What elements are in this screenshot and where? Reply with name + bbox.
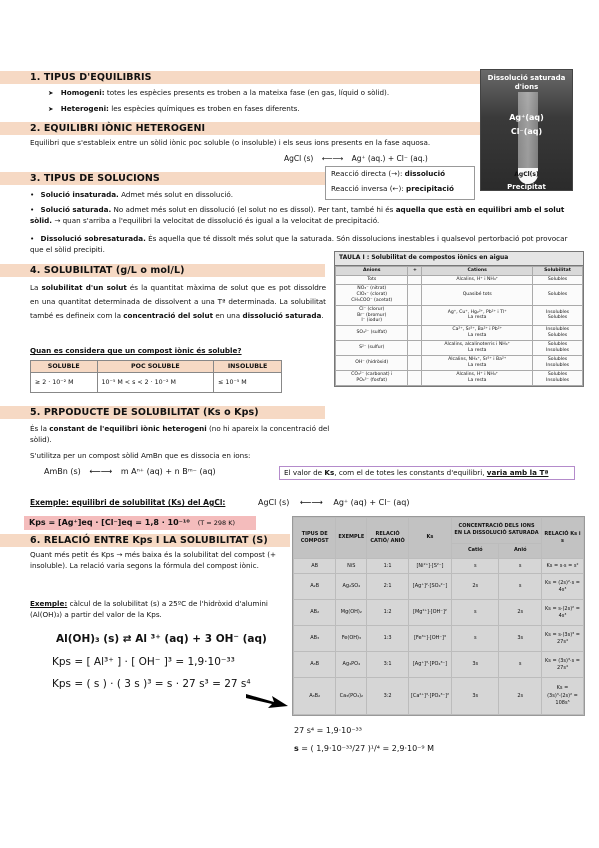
solubility-table-cell: Insolubles Solubles [533, 305, 583, 326]
kps-relation-cell: [Ag⁺]²·[SO₄²⁻] [408, 574, 451, 600]
photo-ion-cl: Cl⁻(aq) [510, 127, 543, 136]
result-line-2: s = ( 1,9·10⁻³³/27 )¹/⁴ = 2,9·10⁻⁹ M [294, 744, 435, 753]
kps-relation-cell: 1:3 [367, 626, 409, 652]
kps-relation-cell: 3s [452, 652, 499, 678]
solubility-table-cell: Alcalins, alcalinoterris i NH₄⁺ La resta [422, 341, 533, 356]
solubility-table-cell: Solubles Insolubles [533, 371, 583, 386]
section-2-definition: Equilibri que s'estableix entre un sòlid iònic poc soluble (o insoluble) i els seus ions presents en la fase aquosa. [30, 138, 431, 147]
solubility-table-body [336, 275, 583, 386]
kps-relation-cell: s [452, 600, 499, 626]
solubility-table-cell: S²⁻ (sulfur) [336, 341, 408, 356]
agcl-example-equation: AgCl (s) ⟵⟶ Ag⁺ (aq) + Cl⁻ (aq) [258, 498, 410, 507]
section-2-title: 2. EQUILIBRI IÒNIC HETEROGENI [30, 123, 206, 134]
kps-relation-cell: Ks = (3s)³·(2s)² = 108s⁵ [542, 678, 584, 715]
solubility-table-row [336, 284, 583, 305]
saturada-item: • Solució saturada. No admet més solut en dissolució (el solut no es dissol). Per tant, també hi és aquella que està en equilibri amb el solut sòlid. → quan s'arriba a l'equilibri la velocitat de dissolució és igual a la velocitat de precipitació. [30, 205, 575, 227]
kps-relation-cell: Ks = s·(2s)² = 4s³ [542, 600, 584, 626]
kps-relation-cell: NiS [336, 559, 367, 574]
solubility-table-cell [408, 356, 422, 371]
kps-relation-cell: s [452, 559, 499, 574]
solubility-table-row [336, 305, 583, 326]
solubility-table-cell [408, 305, 422, 326]
solubility-table-cell: OH⁻ (hidròxid) [336, 356, 408, 371]
solubility-table-cell: CO₃²⁻ (carbonat) i PO₄³⁻ (fosfat) [336, 371, 408, 386]
kps-relation-cell: Ag₂SO₄ [336, 574, 367, 600]
solubility-table-grid: Anions + Cations Solubilitat Tots Alcalins, H⁺ i NH₄⁺ Solubles NO₃⁻ (nitrat) ClO₃⁻ (clorat) CH₃COO⁻ (acetat) Quasibé tots Solubles Cl⁻ (clorur) Br⁻ (bromur) I⁻ (iodur) Ag⁺, Cu⁺, Hg₂²⁺, Pb²⁺ i Tl⁺ La resta Insolubles Solubles SO₄²⁻ (sulfat) Ca²⁺, Sr²⁺, Ba²⁺ i Pb²⁺ La resta Insolubles Solubles S²⁻ (sulfur) Alcalins, alcalinoterris i NH₄⁺ La resta Solubles Insolubles OH⁻ (hidròxid) Alcalins, NH₄⁺, Sr²⁺ i Ba²⁺ La resta Solubles Insolubles CO₃²⁻ (carbonat) i PO₄³⁻ (fosfat) Alcalins, H⁺ i NH₄⁺ La resta Solubles Insolubles [335, 266, 583, 387]
solubility-table-cell [408, 326, 422, 341]
arrow-right-icon [246, 690, 290, 712]
kps-relation-cell: 1:2 [367, 600, 409, 626]
kps-relation-cell: 2:1 [367, 574, 409, 600]
solubility-table-cell [408, 275, 422, 284]
solubility-table-row [336, 326, 583, 341]
kps-relation-cell: 1:1 [367, 559, 409, 574]
kps-relation-row [294, 574, 584, 600]
kps-relation-cell: AB [294, 559, 336, 574]
solubility-table-cell: Solubles Insolubles [533, 356, 583, 371]
kps-relation-cell: 2s [499, 678, 542, 715]
solubility-definition: La solubilitat d'un solut és la quantitat màxima de solut que es pot dissoldre en una quantitat determinada de dissolvent a una Tª determinada. La solubilitat també es defineix com la concentració del solut en una dissolució saturada. [30, 283, 326, 321]
kps-relation-cell: [Mg²⁺]·[OH⁻]² [408, 600, 451, 626]
kps-relation-cell: [Ni²⁺]·[S²⁻] [408, 559, 451, 574]
kps-relation-cell: s [499, 559, 542, 574]
kps-relation-cell: AB₂ [294, 600, 336, 626]
solubility-table-cell: Solubles [533, 275, 583, 284]
solubility-table-row [336, 275, 583, 284]
kps-relation-cell: A₃B₂ [294, 678, 336, 715]
photo-ion-ag: Ag⁺(aq) [509, 113, 544, 122]
kps-relation-row [294, 652, 584, 678]
kps-relation-row [294, 626, 584, 652]
photo-title-2: d'ions [514, 83, 539, 91]
section-6-title: 6. RELACIÓ ENTRE Kps I LA SOLUBILITAT (S) [30, 535, 268, 546]
section-4-title: 4. SOLUBILITAT (g/L o mol/L) [30, 265, 185, 276]
solubility-table-cell [408, 284, 422, 305]
aloh3-example: Exemple: càlcul de la solubilitat (s) a 25ºC de l'hidròxid d'alumini (Al(OH)₃) a partir del valor de la Kps. [30, 599, 268, 619]
inverse-reaction: Reacció inversa (←): precipitació [331, 184, 454, 193]
kps-relation-cell: [Fe³⁺]·[OH⁻]³ [408, 626, 451, 652]
solubility-table-row [336, 356, 583, 371]
solubility-table-cell: Ag⁺, Cu⁺, Hg₂²⁺, Pb²⁺ i Tl⁺ La resta [422, 305, 533, 326]
kps-relation-cell: 2s [499, 600, 542, 626]
kps-relation-cell: 3:1 [367, 652, 409, 678]
aloh3-kps-s-expression: Kps = ( s ) · ( 3 s )³ = s · 27 s³ = 27 s⁴ [52, 678, 251, 690]
solubility-table-title: TAULA I : Solubilitat de compostos iònics en aigua [335, 252, 583, 266]
kps-relation-cell: [Ag⁺]³·[PO₄³⁻] [408, 652, 451, 678]
solubility-table-cell: Quasibé tots [422, 284, 533, 305]
aloh3-kps-expression: Kps = [ Al³⁺ ] · [ OH⁻ ]³ = 1,9·10⁻³³ [52, 656, 235, 668]
kps-relation-cell: Fe(OH)₃ [336, 626, 367, 652]
ks-temperature-note: El valor de Ks, com el de totes les constants d'equilibri, varia amb la Tª [279, 466, 575, 480]
kps-relation-cell: 2s [452, 574, 499, 600]
kps-definition: És la constant de l'equilibri iònic heterogeni (no hi apareix la concentració del sòlid). [30, 424, 330, 444]
section-1-title: 1. TIPUS D'EQUILIBRIS [30, 72, 152, 83]
col-poc-soluble: POC SOLUBLE [97, 361, 214, 373]
cell-poc-soluble: 10⁻⁵ M < s < 2 · 10⁻² M [97, 373, 214, 393]
agcl-example-title: Exemple: equilibri de solubilitat (Ks) del AgCl: [30, 498, 226, 507]
heterogeni-item: ➤ Heterogeni: les espècies químiques es troben en fases diferents. [48, 104, 300, 115]
col-insoluble: INSOLUBLE [214, 361, 282, 373]
ambn-usage: S'utilitza per un compost sòlid AmBn que es dissocia en ions: [30, 451, 251, 460]
col-soluble: SOLUBLE [31, 361, 98, 373]
kps-relation-row [294, 600, 584, 626]
kps-relation-body [294, 559, 584, 715]
solubility-table-cell: Insolubles Solubles [533, 326, 583, 341]
kps-relation-cell: s [499, 652, 542, 678]
kps-relation-cell: Mg(OH)₂ [336, 600, 367, 626]
sobresaturada-item: • Dissolució sobresaturada. És aquella que té dissolt més solut que la saturada. Són dissolucions inestables i qualsevol pertorbació pot provocar que el sòlid precipiti. [30, 234, 575, 256]
direct-reaction: Reacció directa (→): dissolució [331, 169, 446, 178]
solubility-table-cell: NO₃⁻ (nitrat) ClO₃⁻ (clorat) CH₃COO⁻ (acetat) [336, 284, 408, 305]
section-3-title: 3. TIPUS DE SOLUCIONS [30, 173, 160, 184]
solubility-table-cell [408, 341, 422, 356]
solubility-table [334, 251, 584, 387]
kps-relation-cell: Ag₃PO₄ [336, 652, 367, 678]
solubility-table-row [336, 341, 583, 356]
solubility-table-cell: Solubles [533, 284, 583, 305]
kps-relation-row [294, 559, 584, 574]
kps-relation-cell: AB₃ [294, 626, 336, 652]
section-5-title: 5. PRPODUCTE DE SOLUBILITAT (Ks o Kps) [30, 407, 259, 418]
kps-solubility-relation: Quant més petit és Kps → més baixa és la solubilitat del compost (+ insoluble). La relació varia segons la fórmula del compost iònic. [30, 550, 277, 570]
kps-relation-cell: A₂B [294, 574, 336, 600]
solubility-table-cell: SO₄²⁻ (sulfat) [336, 326, 408, 341]
kps-relation-cell: 3s [499, 626, 542, 652]
kps-relation-cell: Ks = s·s = s² [542, 559, 584, 574]
double-arrow-icon: ⟵⟶ [89, 467, 113, 476]
double-arrow-icon: ⟵⟶ [321, 154, 344, 163]
kps-relation-cell: 3s [452, 678, 499, 715]
kps-relation-cell: Ks = s·(3s)³ = 27s⁴ [542, 626, 584, 652]
solubility-table-cell: Tots [336, 275, 408, 284]
kps-relation-cell: s [499, 574, 542, 600]
kps-relation-cell: s [452, 626, 499, 652]
photo-bottom-label: Precipitat [507, 183, 546, 191]
kps-relation-grid: TIPUS DE COMPOST EXEMPLE RELACIÓ CATIÓ/ ANIÓ Ks CONCENTRACIÓ DELS IONS EN LA DISSOLUCIÓ SATURADA RELACIÓ Ks i s Catió Anió AB NiS 1:1 [Ni²⁺]·[S²⁻] s s Ks = s·s = s² A₂B Ag₂SO₄ 2:1 [Ag⁺]²·[SO₄²⁻] 2s s Ks = (2s)²·s = 4s³ AB₂ Mg(OH)₂ 1:2 [Mg²⁺]·[OH⁻]² s 2s Ks = s·(2s)² = 4s³ AB₃ Fe(OH)₃ 1:3 [Fe³⁺]·[OH⁻]³ s 3s Ks = s·(3s)³ = 27s⁴ A₃B Ag₃PO₄ 3:1 [Ag⁺]³·[PO₄³⁻] 3s s Ks = (3s)³·s = 27s⁴ A₃B₂ Ca₃(PO₄)₂ 3:2 [Ca²⁺]³·[PO₄³⁻]² 3s 2s Ks = (3s)³·(2s)² = 108s⁵ [293, 517, 584, 715]
solubility-table-cell: Alcalins, H⁺ i NH₄⁺ [422, 275, 533, 284]
photo-solid-label: AgCl(s) [514, 171, 539, 178]
kps-relation-cell: Ks = (3s)³·s = 27s⁴ [542, 652, 584, 678]
kps-relation-cell: A₃B [294, 652, 336, 678]
kps-relation-cell: [Ca²⁺]³·[PO₄³⁻]² [408, 678, 451, 715]
solubility-table-cell: Cl⁻ (clorur) Br⁻ (bromur) I⁻ (iodur) [336, 305, 408, 326]
kps-relation-row [294, 678, 584, 715]
photo-title-1: Dissolució saturada [487, 74, 566, 82]
cell-insoluble: ≤ 10⁻⁵ M [214, 373, 282, 393]
agcl-equation: AgCl (s) ⟵⟶ Ag⁺ (aq.) + Cl⁻ (aq.) [284, 154, 428, 163]
kps-relation-table [292, 516, 585, 716]
saturated-solution-photo [480, 69, 573, 191]
soluble-question: Quan es considera que un compost iònic és soluble? [30, 346, 242, 355]
result-line-1: 27 s⁴ = 1,9·10⁻³³ [294, 726, 362, 735]
solubility-table-cell: Ca²⁺, Sr²⁺, Ba²⁺ i Pb²⁺ La resta [422, 326, 533, 341]
solubility-table-cell: Alcalins, H⁺ i NH₄⁺ La resta [422, 371, 533, 386]
insaturada-item: • Solució insaturada. Admet més solut en dissolució. [30, 190, 575, 201]
double-arrow-icon: ⟵⟶ [299, 498, 323, 507]
kps-relation-cell: Ks = (2s)²·s = 4s³ [542, 574, 584, 600]
homogeni-item: ➤ Homogeni: totes les espècies presents es troben a la mateixa fase (en gas, líquid o sòlid). [48, 88, 389, 99]
agcl-kps-box: Kps = [Ag⁺]eq · [Cl⁻]eq = 1,8 · 10⁻¹⁰ (T = 298 K) [24, 516, 256, 530]
cell-soluble: ≥ 2 · 10⁻² M [31, 373, 98, 393]
solubility-table-cell: Solubles Insolubles [533, 341, 583, 356]
solubility-table-cell [408, 371, 422, 386]
kps-relation-cell: Ca₃(PO₄)₂ [336, 678, 367, 715]
solubility-table-cell: Alcalins, NH₄⁺, Sr²⁺ i Ba²⁺ La resta [422, 356, 533, 371]
aloh3-equilibrium: Al(OH)₃ (s) ⇄ Al ³⁺ (aq) + 3 OH⁻ (aq) [56, 633, 267, 645]
ambn-equation: AmBn (s) ⟵⟶ m Aⁿ⁺ (aq) + n Bᵐ⁻ (aq) [44, 467, 216, 476]
solubility-classification-table [30, 360, 282, 393]
solubility-table-row [336, 371, 583, 386]
kps-relation-cell: 3:2 [367, 678, 409, 715]
